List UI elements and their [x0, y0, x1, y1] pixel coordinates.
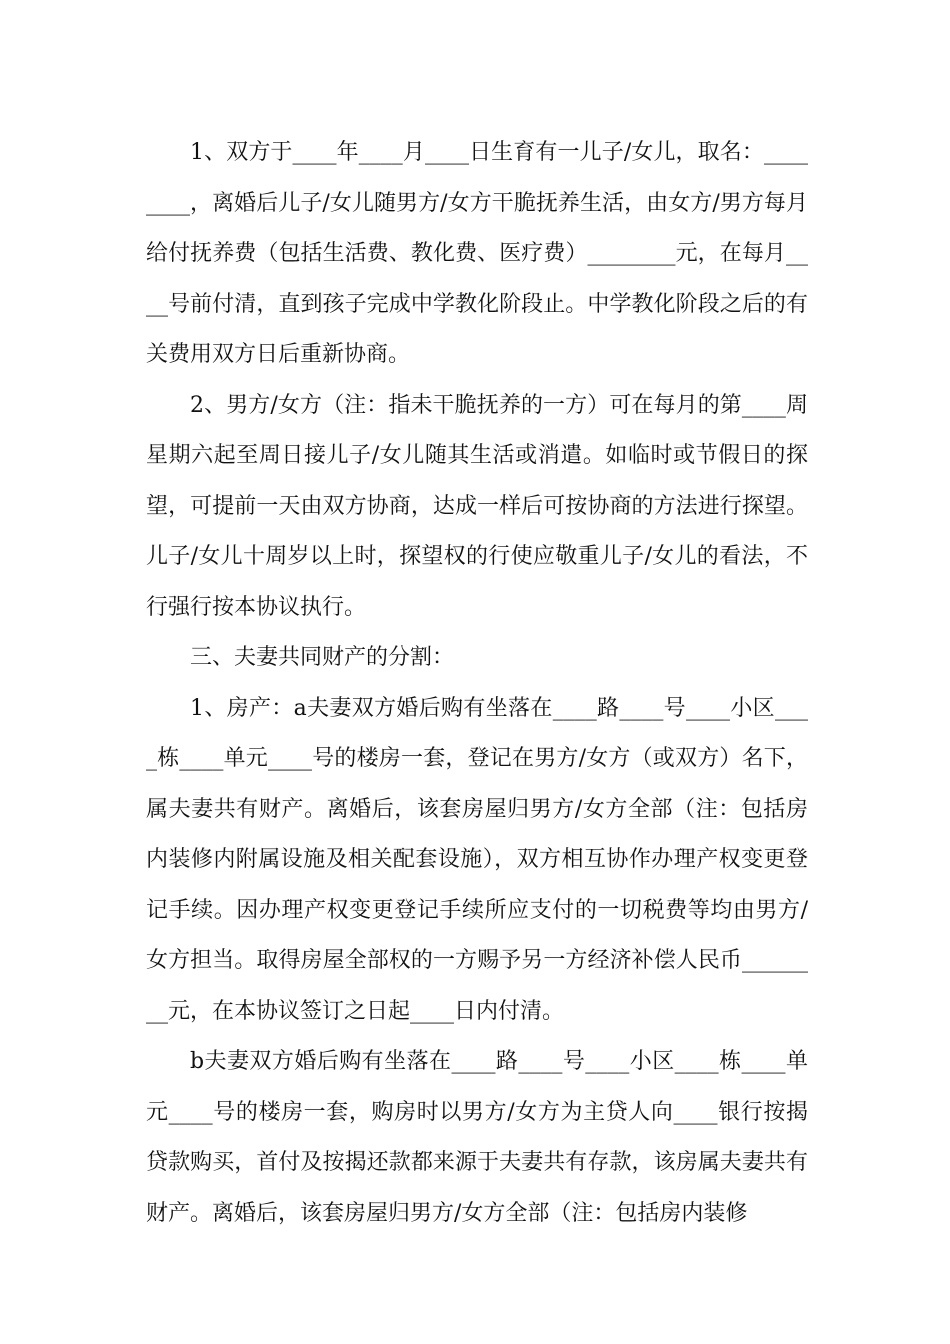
paragraph-visitation: 2、男方/女方（注：指未干脆抚养的一方）可在每月的第____周星期六起至周日接儿子/女儿随其生活或消遣。如临时或节假日的探望，可提前一天由双方协商，达成一样后可按协商的方法进行探望。儿子/女儿十周岁以上时，探望权的行使应敬重儿子/女儿的看法，不行强行按本协议执行。	[146, 392, 808, 620]
section-heading-property-division: 三、夫妻共同财产的分割：	[190, 645, 455, 670]
document-body	[146, 128, 808, 1239]
paragraph-property-house-a: 1、房产：a夫妻双方婚后购有坐落在____路____号____小区____栋____单元____号的楼房一套，登记在男方/女方（或双方）名下，属夫妻共有财产。离婚后，该套房屋归男方/女方全部（注：包括房内装修内附属设施及相关配套设施），双方相互协作办理产权变更登记手续。因办理产权变更登记手续所应支付的一切税费等均由男方/女方担当。取得房屋全部权的一方赐予另一方经济补偿人民币________元，在本协议签订之日起____日内付清。	[146, 695, 808, 1024]
paragraph-property-house-b: b夫妻双方婚后购有坐落在____路____号____小区____栋____单元____号的楼房一套，购房时以男方/女方为主贷人向____银行按揭贷款购买，首付及按揭还款都来源于夫妻共有存款，该房属夫妻共有财产。离婚后，该套房屋归男方/女方全部（注：包括房内装修	[146, 1049, 808, 1226]
paragraph-child-custody: 1、双方于____年____月____日生育有一儿子/女儿，取名：________，离婚后儿子/女儿随男方/女方干脆抚养生活，由女方/男方每月给付抚养费（包括生活费、教化费、医疗费）________元，在每月____号前付清，直到孩子完成中学教化阶段止。中学教化阶段之后的有关费用双方日后重新协商。	[146, 140, 808, 367]
